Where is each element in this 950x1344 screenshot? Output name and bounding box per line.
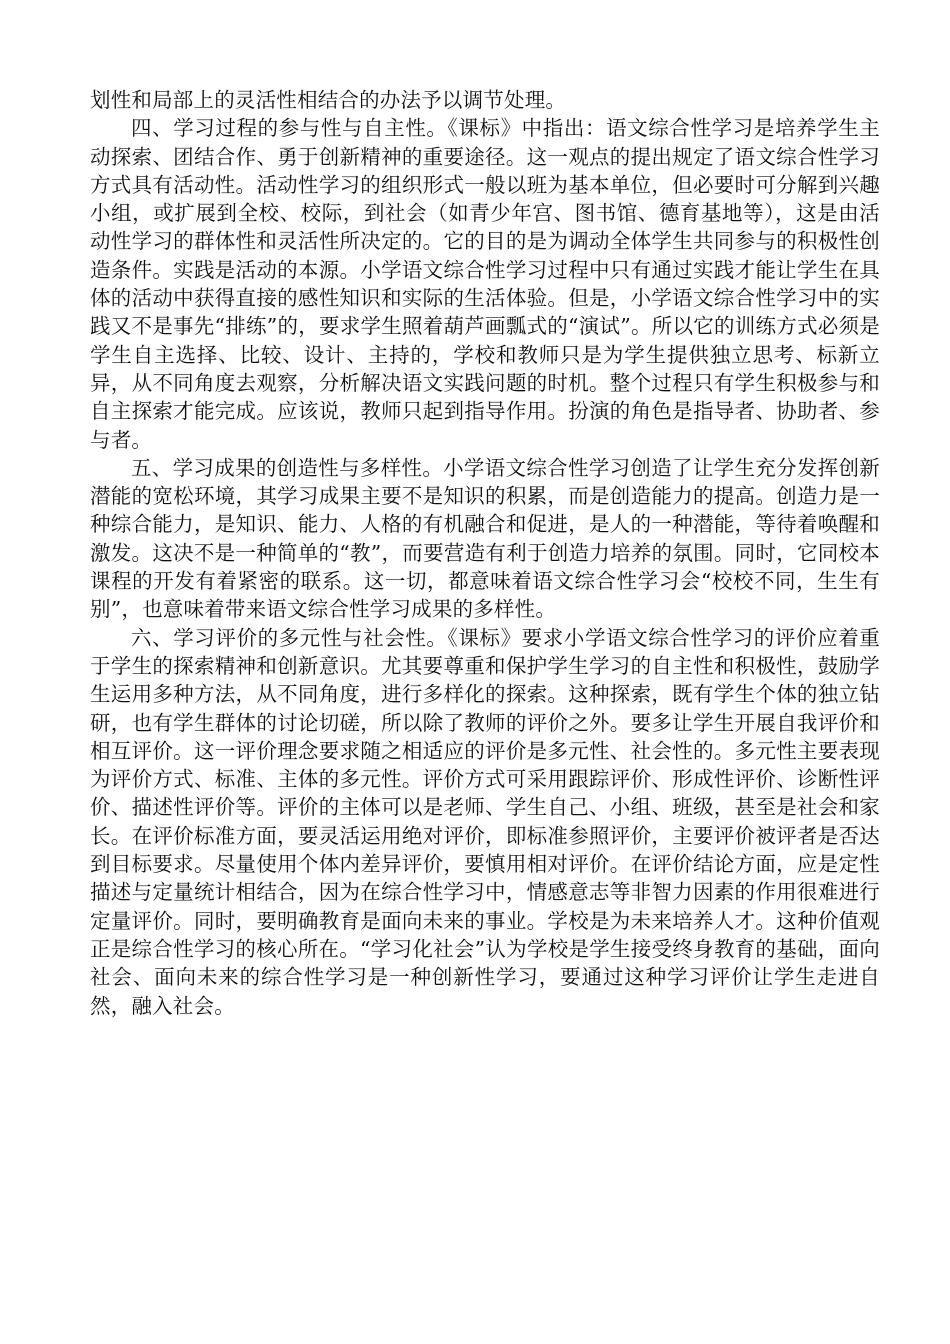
paragraph-continuation: 划性和局部上的灵活性相结合的办法予以调节处理。	[90, 88, 567, 112]
paragraph-section-five: 五、学习成果的创造性与多样性。小学语文综合性学习创造了让学生充分发挥创新潜能的宽松环境，其学习成果主要不是知识的积累，而是创造能力的提高。创造力是一种综合能力，是知识、能力、人格的有机融合和促进，是人的一种潜能，等待着唤醒和激发。这决不是一种简单的“教”，而要营造有利于创造力培养的氛围。同时，它同校本课程的开发有着紧密的联系。这一切，都意味着语文综合性学习会“校校不同，生生有别”，也意味着带来语文综合性学习成果的多样性。	[90, 455, 880, 622]
document-body	[90, 86, 880, 1020]
paragraph-section-four: 四、学习过程的参与性与自主性。《课标》中指出：语文综合性学习是培养学生主动探索、团结合作、勇于创新精神的重要途径。这一观点的提出规定了语文综合性学习方式具有活动性。活动性学习的组织形式一般以班为基本单位，但必要时可分解到兴趣小组，或扩展到全校、校际，到社会（如青少年宫、图书馆、德育基地等），这是由活动性学习的群体性和灵活性所决定的。它的目的是为调动全体学生共同参与的积极性创造条件。实践是活动的本源。小学语文综合性学习过程中只有通过实践才能让学生在具体的活动中获得直接的感性知识和实际的生活体验。但是，小学语文综合性学习中的实践又不是事先“排练”的，要求学生照着葫芦画瓢式的“演试”。所以它的训练方式必须是学生自主选择、比较、设计、主持的，学校和教师只是为学生提供独立思考、标新立异，从不同角度去观察，分析解决语文实践问题的时机。整个过程只有学生积极参与和自主探索才能完成。应该说，教师只起到指导作用。扮演的角色是指导者、协助者、参与者。	[90, 116, 880, 452]
paragraph-section-six: 六、学习评价的多元性与社会性。《课标》要求小学语文综合性学习的评价应着重于学生的探索精神和创新意识。尤其要尊重和保护学生学习的自主性和积极性，鼓励学生运用多种方法，从不同角度，进行多样化的探索。这种探索，既有学生个体的独立钻研，也有学生群体的讨论切磋，所以除了教师的评价之外。要多让学生开展自我评价和相互评价。这一评价理念要求随之相适应的评价是多元性、社会性的。多元性主要表现为评价方式、标准、主体的多元性。评价方式可采用跟踪评价、形成性评价、诊断性评价、描述性评价等。评价的主体可以是老师、学生自己、小组、班级，甚至是社会和家长。在评价标准方面，要灵活运用绝对评价，即标准参照评价，主要评价被评者是否达到目标要求。尽量使用个体内差异评价，要慎用相对评价。在评价结论方面，应是定性描述与定量统计相结合，因为在综合性学习中，情感意志等非智力因素的作用很难进行定量评价。同时，要明确教育是面向未来的事业。学校是为未来培养人才。这种价值观正是综合性学习的核心所在。“学习化社会”认为学校是学生接受终身教育的基础，面向社会、面向未来的综合性学习是一种创新性学习，要通过这种学习评价让学生走进自然，融入社会。	[90, 625, 880, 1018]
